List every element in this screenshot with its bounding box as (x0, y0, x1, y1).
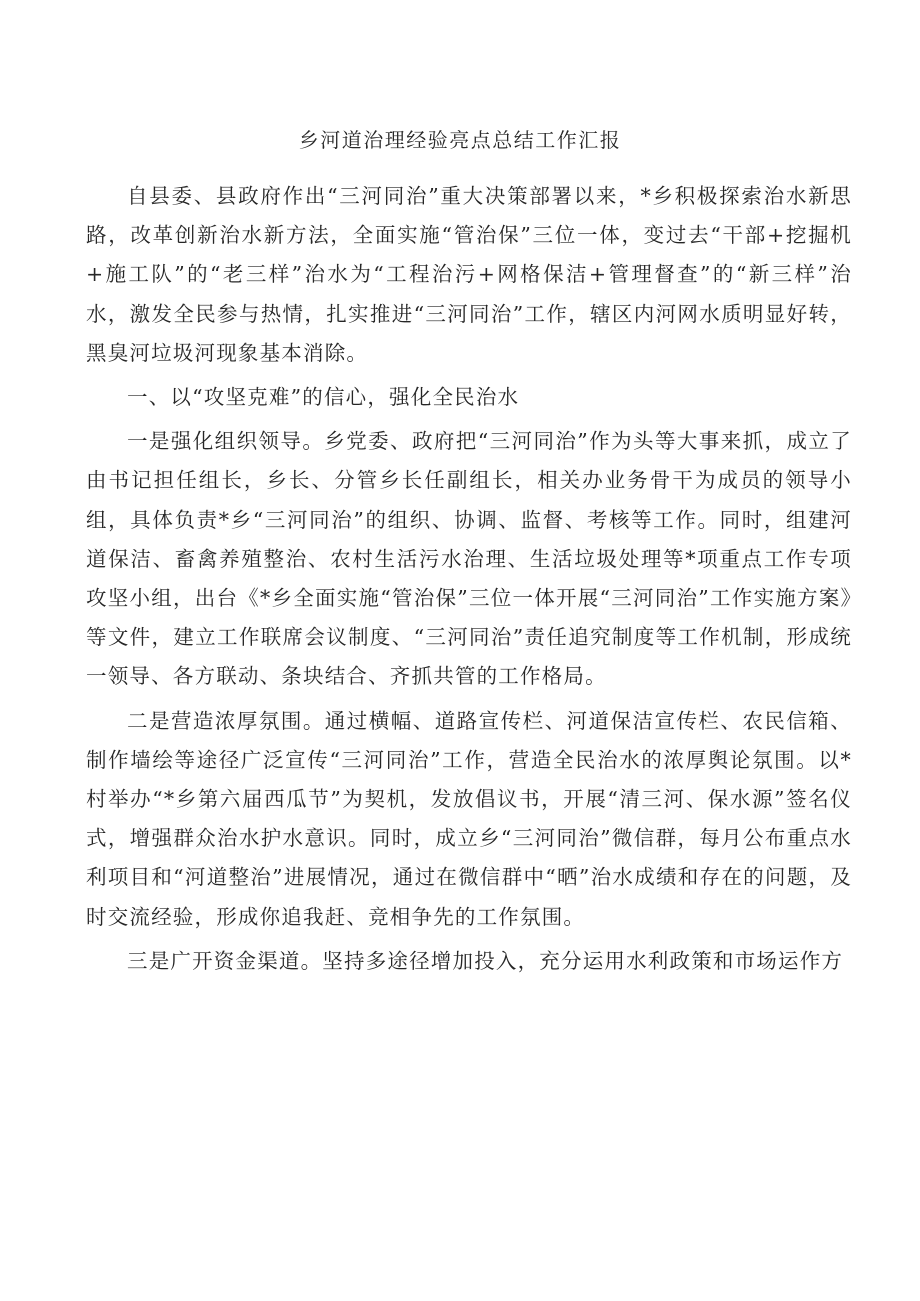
document-body (86, 177, 852, 986)
paragraph-atmosphere: 二是营造浓厚氛围。通过横幅、道路宣传栏、河道保洁宣传栏、农民信箱、制作墙绘等途径广泛宣传“三河同治”工作，营造全民治水的浓厚舆论氛围。以*村举办“*乡第六届西瓜节”为契机，发放倡议书，开展“清三河、保水源”签名仪式，增强群众治水护水意识。同时，成立乡“三河同治”微信群，每月公布重点水利项目和“河道整治”进展情况，通过在微信群中“晒”治水成绩和存在的问题，及时交流经验，形成你追我赶、竞相争先的工作氛围。 (86, 708, 852, 929)
paragraph-organization: 一是强化组织领导。乡党委、政府把“三河同治”作为头等大事来抓，成立了由书记担任组长，乡长、分管乡长任副组长，相关办业务骨干为成员的领导小组，具体负责*乡“三河同治”的组织、协调、监督、考核等工作。同时，组建河道保洁、畜禽养殖整治、农村生活污水治理、生活垃圾处理等*项重点工作专项攻坚小组，出台《*乡全面实施“管治保”三位一体开展“三河同治”工作实施方案》等文件，建立工作联席会议制度、“三河同治”责任追究制度等工作机制，形成统一领导、各方联动、条块结合、齐抓共管的工作格局。 (86, 429, 852, 689)
intro-paragraph: 自县委、县政府作出“三河同治”重大决策部署以来，*乡积极探索治水新思路，改革创新治水新方法，全面实施“管治保”三位一体，变过去“干部+挖掘机+施工队”的“老三样”治水为“工程治污+网格保洁+管理督查”的“新三样”治水，激发全民参与热情，扎实推进“三河同治”工作，辖区内河网水质明显好转，黑臭河垃圾河现象基本消除。 (86, 184, 852, 365)
section-heading-1: 一、以“攻坚克难”的信心，强化全民治水 (127, 385, 520, 410)
document-title: 乡河道治理经验亮点总结工作汇报 (298, 128, 622, 152)
paragraph-funding: 三是广开资金渠道。坚持多途径增加投入，充分运用水利政策和市场运作方 (127, 948, 844, 973)
